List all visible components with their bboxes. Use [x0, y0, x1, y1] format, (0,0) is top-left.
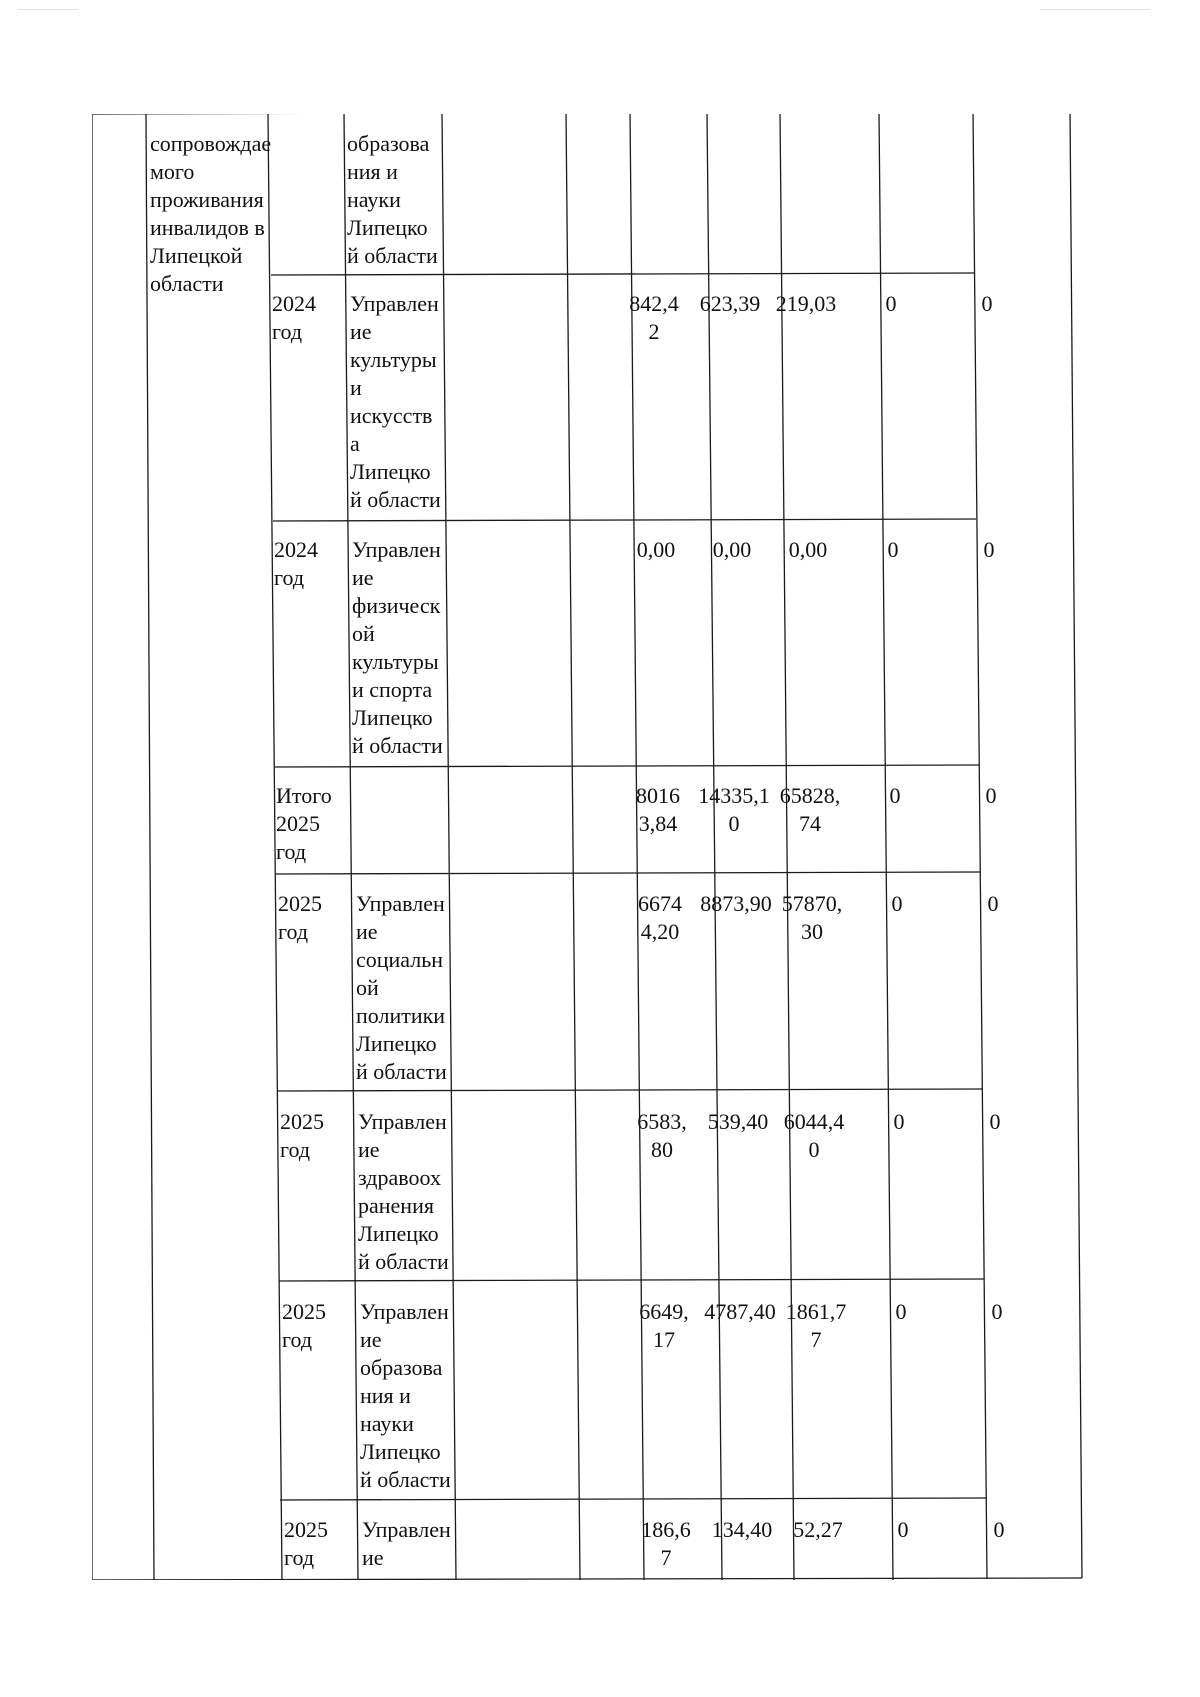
local-cell: 0 — [887, 537, 899, 562]
other-cell: 0 — [987, 891, 999, 916]
total-cell: 842,4 2 — [629, 291, 679, 344]
total-cell: 6649, 17 — [639, 1299, 689, 1352]
budget-table — [92, 114, 1160, 1580]
year-cell: 2025 год — [284, 1517, 328, 1570]
federal-cell: 623,39 — [699, 291, 761, 316]
regional-cell: 65828, 74 — [779, 783, 841, 836]
year-cell: Итого 2025 год — [276, 783, 332, 864]
other-cell: 0 — [981, 291, 993, 316]
other-cell: 0 — [983, 537, 995, 562]
local-cell: 0 — [897, 1517, 909, 1542]
total-cell: 8016 3,84 — [636, 783, 680, 836]
total-cell: 0,00 — [636, 537, 676, 562]
other-cell: 0 — [985, 783, 997, 808]
year-cell: 2025 год — [282, 1299, 326, 1352]
regional-cell: 52,27 — [793, 1517, 843, 1542]
local-cell: 0 — [893, 1109, 905, 1134]
regional-cell: 6044,4 0 — [783, 1109, 845, 1162]
total-cell: 186,6 7 — [641, 1517, 691, 1570]
executor-cell: Управлен ие — [362, 1517, 451, 1570]
regional-cell: 57870, 30 — [781, 891, 843, 944]
total-cell: 6583, 80 — [637, 1109, 687, 1162]
local-cell: 0 — [885, 291, 897, 316]
federal-cell: 539,40 — [707, 1109, 769, 1134]
executor-cell: Управлен ие социальн ой политики Липецко й области — [356, 891, 447, 1084]
year-cell: 2025 год — [278, 891, 322, 944]
local-cell: 0 — [889, 783, 901, 808]
other-cell: 0 — [989, 1109, 1001, 1134]
federal-cell: 14335,1 0 — [698, 783, 770, 836]
local-cell: 0 — [895, 1299, 907, 1324]
executor-cell: Управлен ие образова ния и науки Липецко й области — [360, 1299, 451, 1492]
year-cell: 2024 год — [272, 291, 316, 344]
year-cell: 2025 год — [280, 1109, 324, 1162]
other-cell: 0 — [991, 1299, 1003, 1324]
measure-name-cell: сопровождае мого проживания инвалидов в Липецкой области — [150, 131, 272, 296]
executor-cell: Управлен ие здравоох ранения Липецко й области — [358, 1109, 449, 1274]
scan-artifact — [1040, 9, 1150, 10]
total-cell: 6674 4,20 — [638, 891, 682, 944]
regional-cell: 219,03 — [775, 291, 837, 316]
executor-cell: Управлен ие физическ ой культуры и спорта Липецко й области — [352, 537, 443, 758]
executor-cell: Управлен ие культуры и искусств а Липецко й области — [350, 291, 441, 512]
local-cell: 0 — [891, 891, 903, 916]
executor-cell: образова ния и науки Липецко й области — [347, 131, 438, 268]
regional-cell: 0,00 — [788, 537, 828, 562]
federal-cell: 134,40 — [711, 1517, 773, 1542]
regional-cell: 1861,7 7 — [785, 1299, 847, 1352]
other-cell: 0 — [993, 1517, 1005, 1542]
scan-artifact — [18, 9, 78, 10]
federal-cell: 0,00 — [712, 537, 752, 562]
federal-cell: 4787,40 — [704, 1299, 776, 1324]
federal-cell: 8873,90 — [700, 891, 772, 916]
year-cell: 2024 год — [274, 537, 318, 590]
